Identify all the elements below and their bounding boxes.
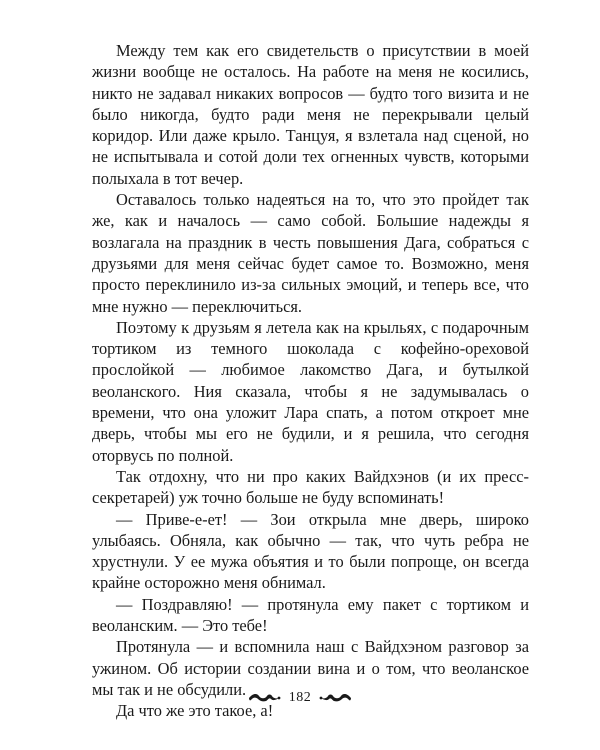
paragraph-3: Поэтому к друзьям я летела как на крыльях, с подарочным тортиком из темного шоколада с кофейно-ореховой прослойкой — любимое лакомство Дага, и бутылкой веоланского. Ния сказала, чтобы я не задумывалась о времени, что она уложит Лара спать, а потом откроет мне дверь, чтобы мы его не будили, и я решила, что сегодня оторвусь по полной. bbox=[92, 317, 529, 465]
paragraph-6: — Поздравляю! — протянула ему пакет с тортиком и веоланским. — Это тебе! bbox=[92, 594, 529, 636]
paragraph-1: Между тем как его свидетельств о присутствии в моей жизни вообще не осталось. На работе на меня не косились, никто не задавал никаких вопросов — будто того визита и не было никогда, будто ради меня не перекрывали целый коридор. Или даже крыло. Танцуя, я взлетала над сценой, но не испытывала и сотой доли тех огненных чувств, которыми полыхала в тот вечер. bbox=[92, 41, 529, 188]
ornament-right-icon bbox=[319, 691, 353, 705]
paragraph-8: Да что же это такое, а! bbox=[116, 701, 274, 721]
paragraph-7: Протянула — и вспомнила наш с Вайдхэном разговор за ужином. Об истории создании вина и о том, что веоланское мы так и не обсудили. bbox=[92, 637, 529, 699]
paragraph-5: — Приве-е-ет! — Зои открыла мне дверь, широко улыбаясь. Обняла, как обычно — так, что чуть ребра не хрустнули. У ее мужа объятия и то были попроще, он всегда крайне осторожно меня обнимал. bbox=[92, 509, 529, 593]
page-footer bbox=[0, 686, 600, 710]
paragraph-2: Оставалось только надеяться на то, что это пройдет так же, как и началось — само собой. Большие надежды я возлагала на праздник в честь повышения Дага, собраться с друзьями для меня сейчас будет самое то. Возможно, меня просто переклинило из-за сильных эмоций, и теперь все, что мне нужно — переключиться. bbox=[92, 190, 529, 316]
paragraph-4: Так отдохну, что ни про каких Вайдхэнов (и их пресс-секретарей) уж точно больше не буду вспоминать! bbox=[92, 466, 529, 508]
ornament-left-icon bbox=[247, 691, 281, 705]
body-text bbox=[92, 40, 529, 722]
page-number: 182 bbox=[288, 690, 312, 705]
